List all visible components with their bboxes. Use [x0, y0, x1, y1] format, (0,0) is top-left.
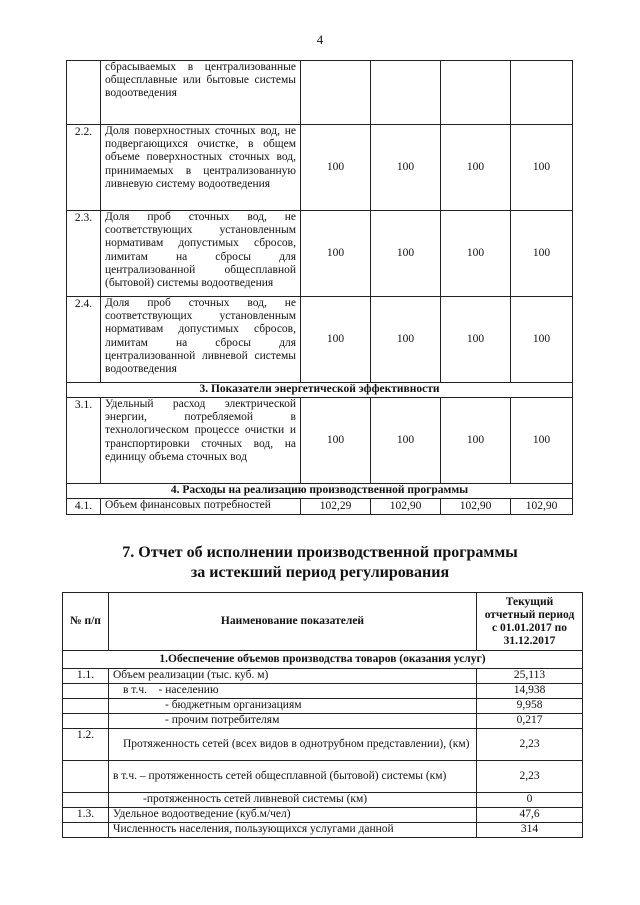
table-row	[67, 211, 573, 297]
table-row	[63, 699, 583, 714]
table-row	[67, 499, 573, 515]
row-description: Доля поверхностных сточных вод, не подвергающихся очистке, в общем объеме поверхностных сточных вод, принимаемых в централизованную ливневую систему водоотведения	[101, 125, 301, 211]
row-name: в т.ч. - населению	[109, 684, 477, 699]
row-value: 0	[477, 793, 583, 808]
table-row	[63, 684, 583, 699]
row-value: 100	[511, 211, 573, 297]
row-value: 100	[511, 125, 573, 211]
table-row	[67, 125, 573, 211]
row-name: Удельное водоотведение (куб.м/чел)	[109, 808, 477, 823]
row-number: 1.1.	[63, 669, 109, 684]
row-name: - прочим потребителям	[109, 714, 477, 729]
row-value: 100	[301, 211, 371, 297]
row-number: 4.1.	[67, 499, 101, 515]
row-value: 100	[301, 125, 371, 211]
row-value: 100	[301, 297, 371, 383]
table-row	[63, 793, 583, 808]
row-value: 314	[477, 823, 583, 838]
row-number	[63, 761, 109, 793]
row-value	[511, 61, 573, 125]
row-name: - бюджетным организациям	[109, 699, 477, 714]
table-row	[67, 297, 573, 383]
header-row	[63, 593, 583, 651]
row-number	[63, 684, 109, 699]
table-row	[67, 398, 573, 484]
row-number: 2.4.	[67, 297, 101, 383]
row-number: 1.3.	[63, 808, 109, 823]
section-title: 1.Обеспечение объемов производства товаров (оказания услуг)	[63, 651, 583, 669]
row-name: -протяженность сетей ливневой системы (км)	[109, 793, 477, 808]
row-value: 100	[301, 398, 371, 484]
row-value: 100	[511, 297, 573, 383]
row-value: 25,113	[477, 669, 583, 684]
row-name: Протяженность сетей (всех видов в однотрубном представлении), (км)	[109, 729, 477, 761]
row-value	[441, 61, 511, 125]
row-number: 2.3.	[67, 211, 101, 297]
row-description: Удельный расход электрической энергии, потребляемой в технологическом процессе очистки и транспортировки сточных вод, на единицу объема сточных вод	[101, 398, 301, 484]
row-value: 102,90	[441, 499, 511, 515]
row-value: 100	[511, 398, 573, 484]
table-row	[63, 761, 583, 793]
heading-line-2: за истекший период регулирования	[190, 564, 450, 581]
table-row	[67, 61, 573, 125]
header-num: № п/п	[63, 593, 109, 651]
row-value: 9,958	[477, 699, 583, 714]
row-number	[63, 793, 109, 808]
section-title: 4. Расходы на реализацию производственной программы	[67, 484, 573, 499]
row-value: 100	[441, 125, 511, 211]
row-number	[67, 61, 101, 125]
row-number: 2.2.	[67, 125, 101, 211]
row-value: 100	[441, 211, 511, 297]
row-value: 100	[371, 398, 441, 484]
header-period: Текущий отчетный период с 01.01.2017 по 31.12.2017	[477, 593, 583, 651]
table-row	[63, 714, 583, 729]
row-name: Численность населения, пользующихся услугами данной	[109, 823, 477, 838]
row-value: 0,217	[477, 714, 583, 729]
row-value: 102,90	[511, 499, 573, 515]
row-value: 2,23	[477, 729, 583, 761]
row-description: сбрасываемых в централизованные общесплавные или бытовые системы водоотведения	[101, 61, 301, 125]
row-value	[301, 61, 371, 125]
report-table	[62, 592, 583, 838]
row-value: 2,23	[477, 761, 583, 793]
row-name: Объем реализации (тыс. куб. м)	[109, 669, 477, 684]
row-description: Доля проб сточных вод, не соответствующих установленным нормативам допустимых сбросов, лимитам на сбросы для централизованной общесплавной (бытовой) системы водоотведения	[101, 211, 301, 297]
row-value	[371, 61, 441, 125]
row-number: 1.2.	[63, 729, 109, 761]
row-value: 100	[371, 125, 441, 211]
section-row	[67, 484, 573, 499]
section-title: 3. Показатели энергетической эффективности	[67, 383, 573, 398]
row-value: 100	[441, 297, 511, 383]
table-row	[63, 808, 583, 823]
row-value: 100	[371, 211, 441, 297]
row-description: Доля проб сточных вод, не соответствующих установленным нормативам допустимых сбросов, лимитам на сбросы для централизованной ливневой системы водоотведения	[101, 297, 301, 383]
header-name: Наименование показателей	[109, 593, 477, 651]
row-description: Объем финансовых потребностей	[101, 499, 301, 515]
row-number	[63, 699, 109, 714]
section-row	[67, 383, 573, 398]
table-row	[63, 729, 583, 761]
row-value: 100	[371, 297, 441, 383]
heading-line-1: 7. Отчет об исполнении производственной программы	[122, 544, 518, 561]
row-name: в т.ч. – протяженность сетей общесплавной (бытовой) системы (км)	[109, 761, 477, 793]
row-number	[63, 823, 109, 838]
row-value: 100	[441, 398, 511, 484]
row-value: 47,6	[477, 808, 583, 823]
section-heading	[0, 543, 640, 583]
section-row	[63, 651, 583, 669]
row-value: 102,29	[301, 499, 371, 515]
row-number: 3.1.	[67, 398, 101, 484]
row-number	[63, 714, 109, 729]
table-row	[63, 669, 583, 684]
row-value: 14,938	[477, 684, 583, 699]
row-value: 102,90	[371, 499, 441, 515]
table-row	[63, 823, 583, 838]
page-number: 4	[316, 32, 324, 47]
indicators-table	[66, 60, 573, 515]
